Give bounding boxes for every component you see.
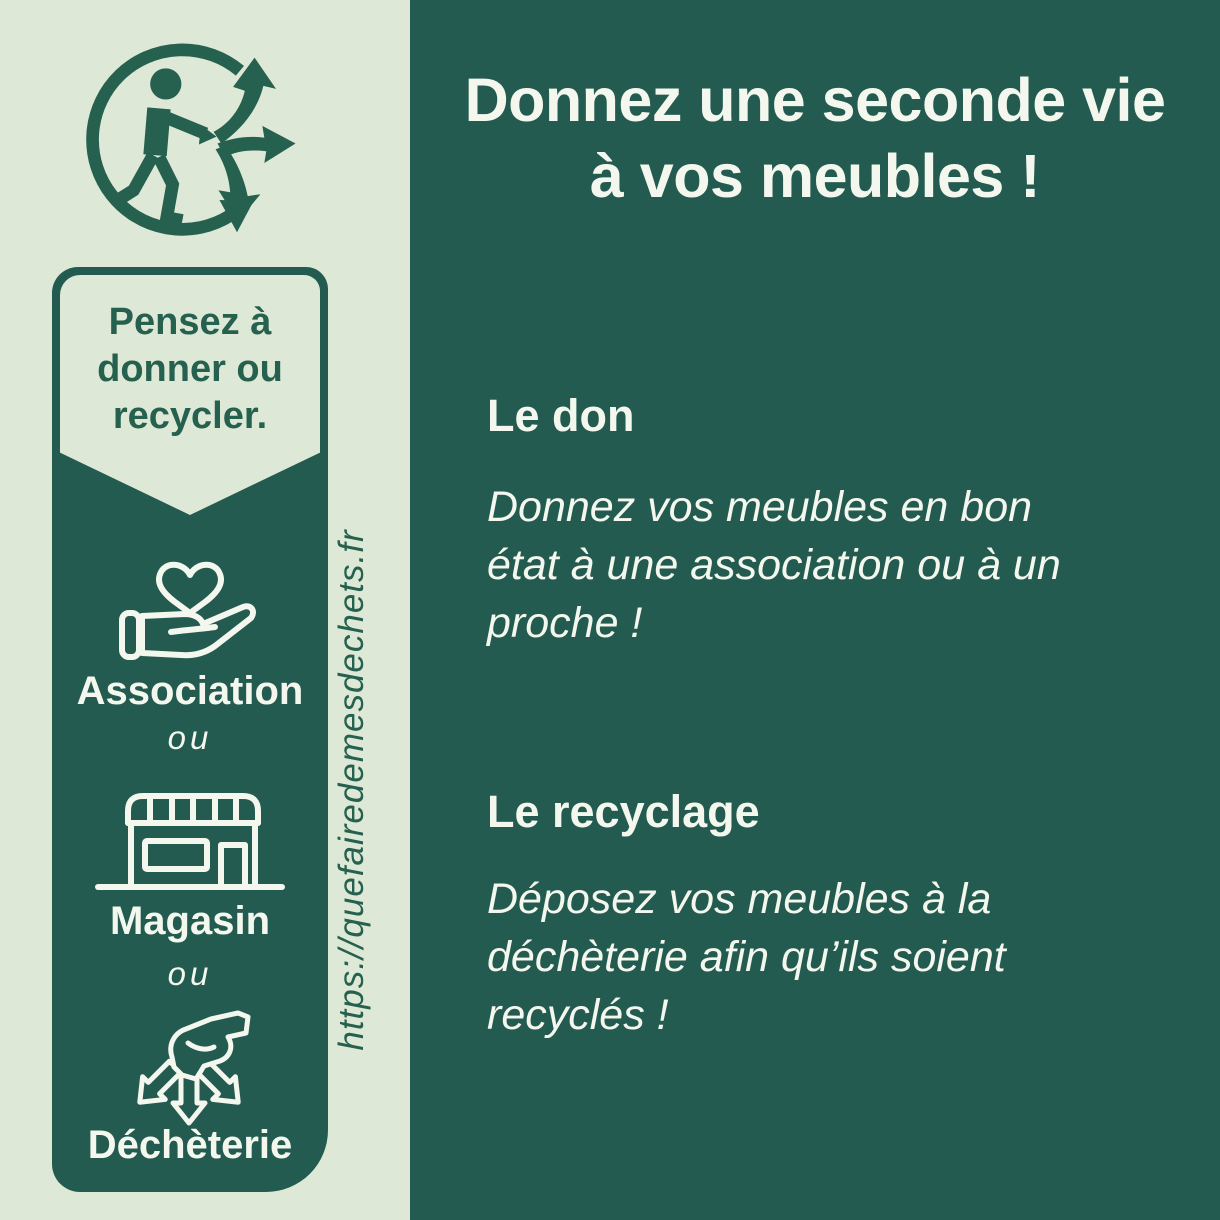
website-url-vertical-text: https://quefairedemesdechets.fr [332,529,371,1051]
main-panel [410,0,1220,1220]
separator-ou-1: ou [167,719,213,756]
page-title [410,62,1220,214]
page-title-line-1: Donnez une seconde vie [464,66,1166,134]
recyclage-body-line-2: déchèterie afin qu’ils soient [487,933,1006,981]
section-don-body [487,478,1061,652]
section-recyclage-body [487,870,1006,1044]
waste-disposal-hand-icon [116,1003,264,1129]
association-label: Association [76,669,304,713]
storefront-icon [95,781,285,893]
banner-ribbon [52,267,328,1192]
don-body-line-3: proche ! [487,599,643,647]
decheterie-label: Déchèterie [87,1123,293,1167]
recyclage-body-line-1: Déposez vos meubles à la [487,875,992,923]
section-don-heading: Le don [487,390,635,441]
recyclage-body-line-3: recyclés ! [487,991,669,1039]
banner-message: Pensez à donner ou recycler. [97,301,283,437]
don-body-line-2: état à une association ou à un [487,541,1061,589]
hand-heart-icon [115,543,265,661]
left-panel [0,0,410,1220]
magasin-label: Magasin [109,899,271,943]
separator-ou-2: ou [167,955,213,992]
don-body-line-1: Donnez vos meubles en bon [487,483,1033,531]
page-title-line-2: à vos meubles ! [589,142,1041,210]
triman-recycling-logo-icon [82,42,312,242]
section-recyclage-heading: Le recyclage [487,786,760,837]
